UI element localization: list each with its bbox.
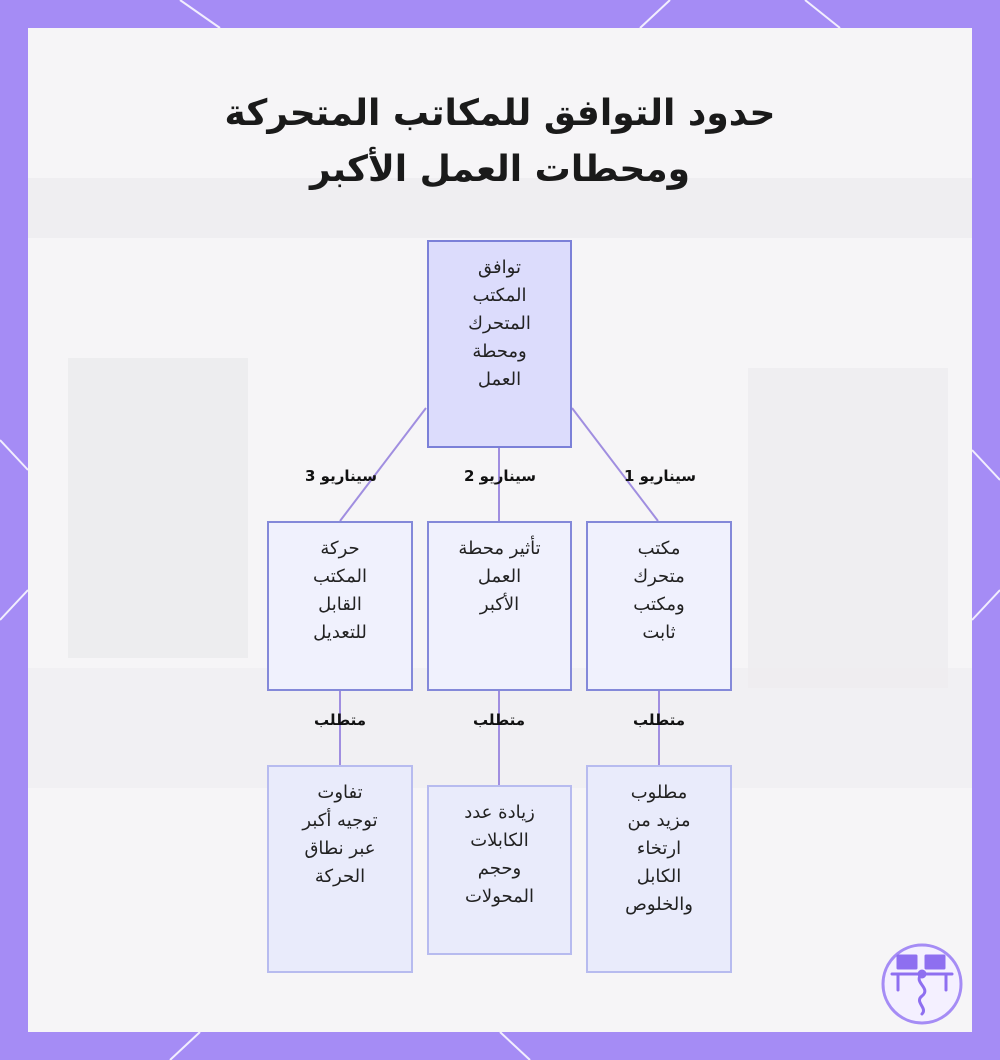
scenario-2-node: تأثير محطة العمل الأكبر [427, 521, 572, 691]
scenario-2-leaf: زيادة عدد الكابلات وحجم المحولات [427, 785, 572, 955]
edge-root-s1 [572, 408, 658, 521]
title-line-1: حدود التوافق للمكاتب المتحركة [224, 93, 776, 134]
title-line-2: ومحطات العمل الأكبر [309, 149, 691, 190]
edge-root-s3 [340, 408, 426, 521]
scenario-1-leaf: مطلوب مزيد من ارتخاء الكابل والخلوص [586, 765, 732, 973]
desk-cable-logo-icon [880, 942, 964, 1026]
req-label-scenario-3: متطلب [313, 711, 367, 729]
req-label-scenario-1: متطلب [632, 711, 686, 729]
edge-label-scenario-3: سيناريو 3 [305, 467, 377, 485]
scenario-3-leaf: تفاوت توجيه أكبر عبر نطاق الحركة [267, 765, 413, 973]
content-card [28, 28, 972, 1032]
req-label-scenario-2: متطلب [472, 711, 526, 729]
edge-label-scenario-1: سيناريو 1 [624, 467, 696, 485]
scenario-1-node: مكتب متحرك ومكتب ثابت [586, 521, 732, 691]
root-node: توافق المكتب المتحرك ومحطة العمل [427, 240, 572, 448]
scenario-3-node: حركة المكتب القابل للتعديل [267, 521, 413, 691]
edge-label-scenario-2: سيناريو 2 [464, 467, 536, 485]
